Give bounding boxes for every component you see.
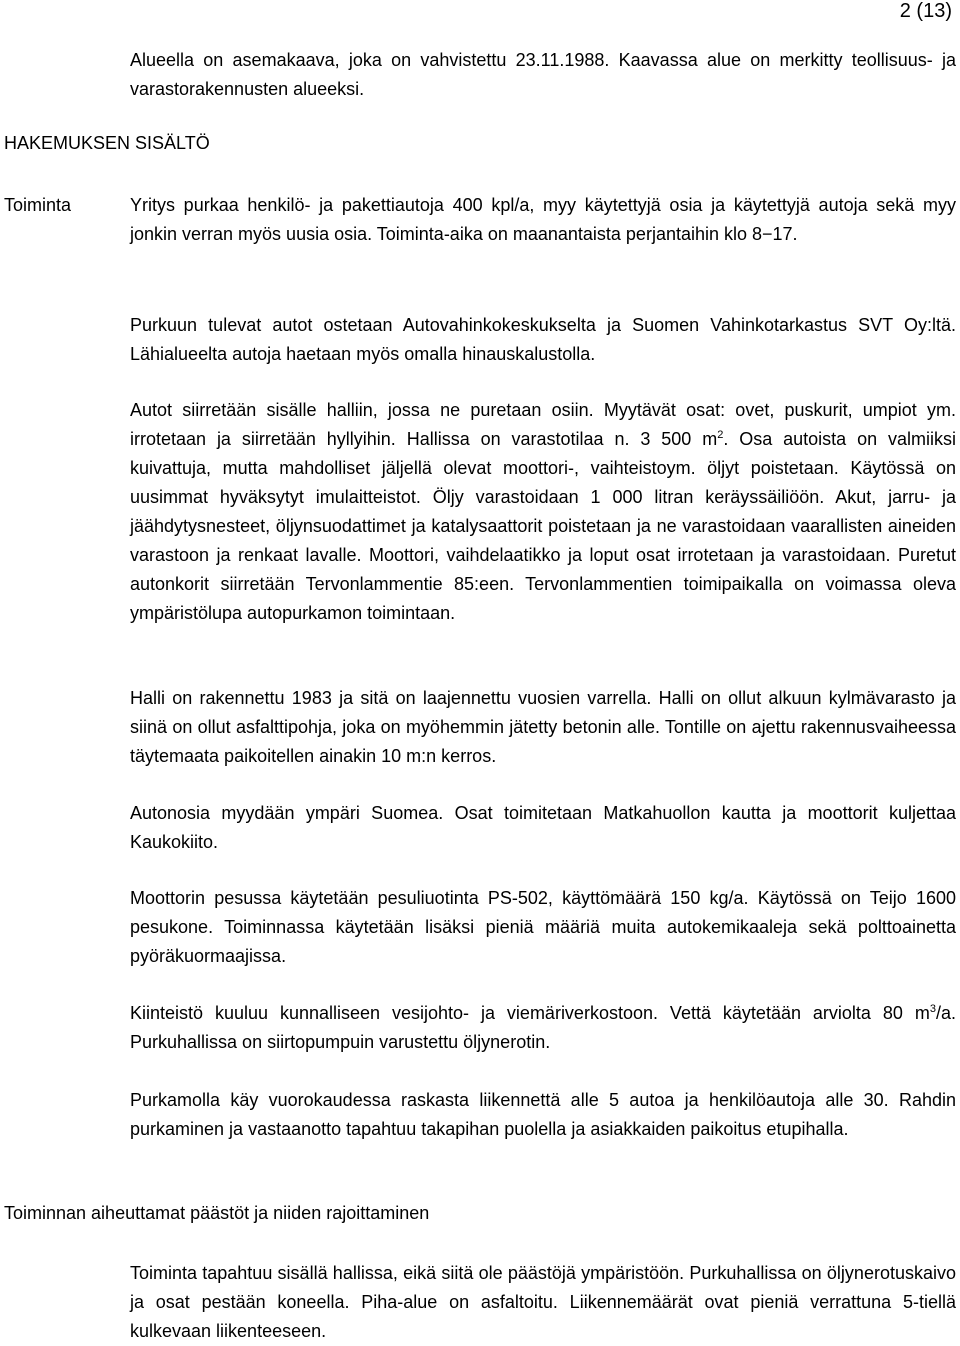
activity-paragraph-5: Autonosia myydään ympäri Suomea. Osat toimitetaan Matkahuollon kautta ja moottorit kuljettaa Kaukokiito. [130,803,956,852]
activity-paragraph-6: Moottorin pesussa käytetään pesuliuotinta PS-502, käyttömäärä 150 kg/a. Käytössä on Teijo 1600 pesukone. Toiminnassa käytetään lisäksi pieniä määriä muita autokemikaaleja sekä polttoainetta pyöräkuormaajissa. [130,888,956,966]
p7-superscript: 3 [929,1003,936,1015]
activity-paragraph-4: Halli on rakennettu 1983 ja sitä on laajennettu vuosien varrella. Halli on ollut alkuun kylmävarasto ja siinä on ollut asfalttipohja, joka on myöhemmin jätetty betonin alle. Tontille on ajettu rakennusvaiheessa täytemaata paikoitellen ainakin 10 m:n kerros. [130,688,956,766]
intro-paragraph: Alueella on asemakaava, joka on vahvistettu 23.11.1988. Kaavassa alue on merkitty teollisuus- ja varastorakennusten alueeksi. [130,50,956,99]
p7-text-a: Kiinteistö kuuluu kunnalliseen vesijohto- ja viemäriverkostoon. Vettä käytetään arviolta 80 m [130,1003,930,1023]
page-number: 2 (13) [899,0,952,22]
p7-text-b: /a. Purkuhallissa on siirtopumpuin varustettu öljynerotin. [130,1003,956,1052]
activity-paragraph-2: Purkuun tulevat autot ostetaan Autovahinkokeskukselta ja Suomen Vahinkotarkastus SVT Oy:ltä. Lähialueelta autoja haetaan myös omalla hinauskalustolla. [130,315,956,364]
emissions-paragraph: Toiminta tapahtuu sisällä hallissa, eikä siitä ole päästöjä ympäristöön. Purkuhallissa on öljynerotuskaivo ja osat pestään koneella. Piha-alue on asfaltoitu. Liikennemäärät ovat pieniä verrattuna 5-tiellä kulkevaan liikenteeseen. [130,1263,956,1341]
p3-superscript: 2 [717,429,724,441]
section-heading-emissions: Toiminnan aiheuttamat päästöt ja niiden rajoittaminen [4,1203,430,1223]
activity-paragraph-8: Purkamolla käy vuorokaudessa raskasta liikennettä alle 5 autoa ja henkilöautoja alle 30. Rahdin purkaminen ja vastaanotto tapahtuu takapihan puolella ja asiakkaiden paikoitus etupihalla. [130,1090,956,1139]
activity-label: Toiminta [4,195,72,215]
p3-text-a: Autot siirretään sisälle halliin, jossa ne puretaan osiin. Myytävät osat: ovet, puskurit, umpiot ym. irrotetaan ja siirretään hyllyihin. Hallissa on varastotilaa n. 3 500 m [130,400,956,449]
activity-paragraph-7 [130,999,956,1057]
p3-text-b: . Osa autoista on valmiiksi kuivattuja, mutta mahdolliset jäljellä olevat moottori-, vaihteistoym. öljyt poistetaan. Käytössä on uusimmat hyväksytyt imulaitteistot. Öljy varastoidaan 1 000 litran keräyssäiliöön. Akut, jarru- ja jäähdytysnesteet, öljynsuodattimet ja katalysaattorit poistetaan ja ne varastoidaan vaarallisten aineiden varastoon ja renkaat lavalle. Moottori, vaihdelaatikko ja loput osat irrotetaan ja varastoidaan. Puretut autonkorit siirretään Tervonlammentie 85:een. Tervonlammentien toimipaikalla on voimassa oleva ympäristölupa autopurkamon toimintaan. [130,429,956,623]
activity-paragraph-3 [130,396,956,628]
activity-paragraph-1: Yritys purkaa henkilö- ja pakettiautoja 400 kpl/a, myy käytettyjä osia ja käytettyjä autoja sekä myy jonkin verran myös uusia osia. Toiminta-aika on maanantaista perjantaihin klo 8−17. [130,195,956,244]
section-heading-application: HAKEMUKSEN SISÄLTÖ [4,133,210,153]
